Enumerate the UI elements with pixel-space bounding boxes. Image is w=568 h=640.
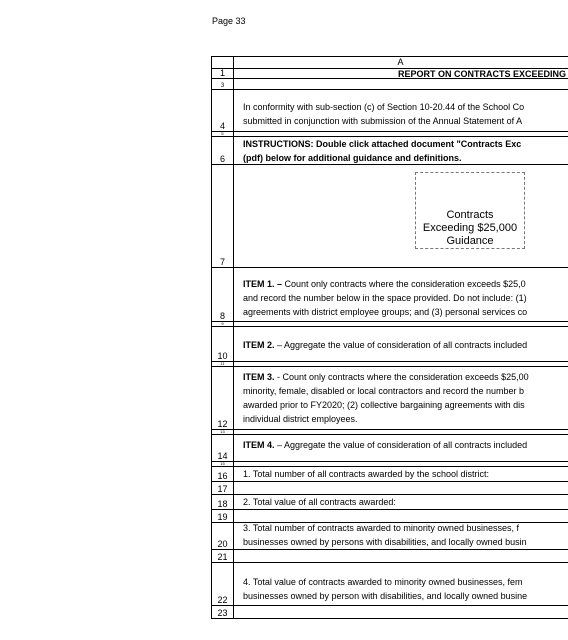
row-header[interactable]: 3: [211, 79, 234, 89]
question-3: 3. Total number of contracts awarded to minority owned businesses, f businesses owned by persons with disabilities, and locally owned busin: [243, 523, 527, 547]
row-18: [211, 495, 568, 510]
item-3-text: ITEM 3. - Count only contracts where the consideration exceeds $25,00 minority, female, disabled or local contractors and record the number b awarded prior to FY2020; (2) collective bargaining agreements with dis individual district employees.: [243, 372, 529, 424]
row-header[interactable]: 12: [211, 367, 234, 429]
row-header[interactable]: 6: [211, 137, 234, 164]
row-17: [211, 482, 568, 495]
page-label: Page 33: [212, 16, 246, 26]
row-header[interactable]: 9: [211, 322, 234, 326]
row-4: [211, 90, 568, 132]
instructions-text: INSTRUCTIONS: Double click attached document "Contracts Exc (pdf) below for additional guidance and definitions.: [243, 139, 522, 163]
guidance-attachment[interactable]: [415, 172, 525, 249]
question-2: 2. Total value of all contracts awarded:: [243, 497, 396, 507]
row-8: [211, 268, 568, 322]
question-1: 1. Total number of all contracts awarded by the school district:: [243, 469, 489, 479]
row-1: [211, 68, 568, 79]
row-16: [211, 467, 568, 482]
row-12: [211, 367, 568, 430]
row-header[interactable]: 11: [211, 362, 234, 366]
row-header[interactable]: 21: [211, 550, 234, 562]
item-4-text: ITEM 4. – Aggregate the value of consideration of all contracts included: [243, 440, 528, 450]
attachment-label-line-3: Guidance: [446, 235, 494, 247]
row-10: [211, 327, 568, 362]
row-header[interactable]: 20: [211, 523, 234, 549]
row-header[interactable]: 22: [211, 563, 234, 605]
row-header[interactable]: 7: [211, 165, 234, 267]
row-header[interactable]: 16: [211, 467, 234, 481]
item-2-text: ITEM 2. – Aggregate the value of consideration of all contracts included: [243, 340, 528, 350]
row-header[interactable]: 19: [211, 510, 234, 522]
row-22: [211, 563, 568, 606]
spreadsheet: [211, 56, 568, 618]
row-header[interactable]: 13: [211, 430, 234, 434]
row-23: [211, 606, 568, 619]
report-title: REPORT ON CONTRACTS EXCEEDING: [398, 69, 567, 79]
row-3: [211, 79, 568, 90]
row-header[interactable]: 18: [211, 495, 234, 509]
row-header[interactable]: 17: [211, 482, 234, 494]
column-header-a[interactable]: A: [397, 57, 404, 67]
row-header[interactable]: 1: [211, 68, 234, 78]
row-header[interactable]: 23: [211, 606, 234, 618]
attachment-label-line-2: Exceeding $25,000: [422, 222, 518, 234]
row-header[interactable]: 10: [211, 327, 234, 361]
row-header[interactable]: 8: [211, 268, 234, 321]
item-1-text: ITEM 1. – Count only contracts where the consideration exceeds $25,0 and record the number below in the space provided. Do not include: (1) agreements with district employee groups; and (3) personal services co: [243, 279, 528, 317]
row-21: [211, 550, 568, 563]
row-header[interactable]: 14: [211, 435, 234, 461]
row-14: [211, 435, 568, 462]
row-header[interactable]: 15: [211, 462, 234, 466]
row-6: [211, 137, 568, 165]
select-all-corner[interactable]: [211, 57, 234, 68]
intro-text: In conformity with sub-section (c) of Section 10-20.44 of the School Co submitted in conjunction with submission of the Annual Statement of A: [243, 102, 525, 126]
question-4: 4. Total value of contracts awarded to minority owned businesses, fem businesses owned by person with disabilities, and locally owned busine: [243, 577, 528, 601]
row-20: [211, 523, 568, 550]
row-header[interactable]: 4: [211, 90, 234, 131]
row-header[interactable]: 5: [211, 132, 234, 136]
attachment-label-line-1: Contracts: [446, 209, 494, 221]
